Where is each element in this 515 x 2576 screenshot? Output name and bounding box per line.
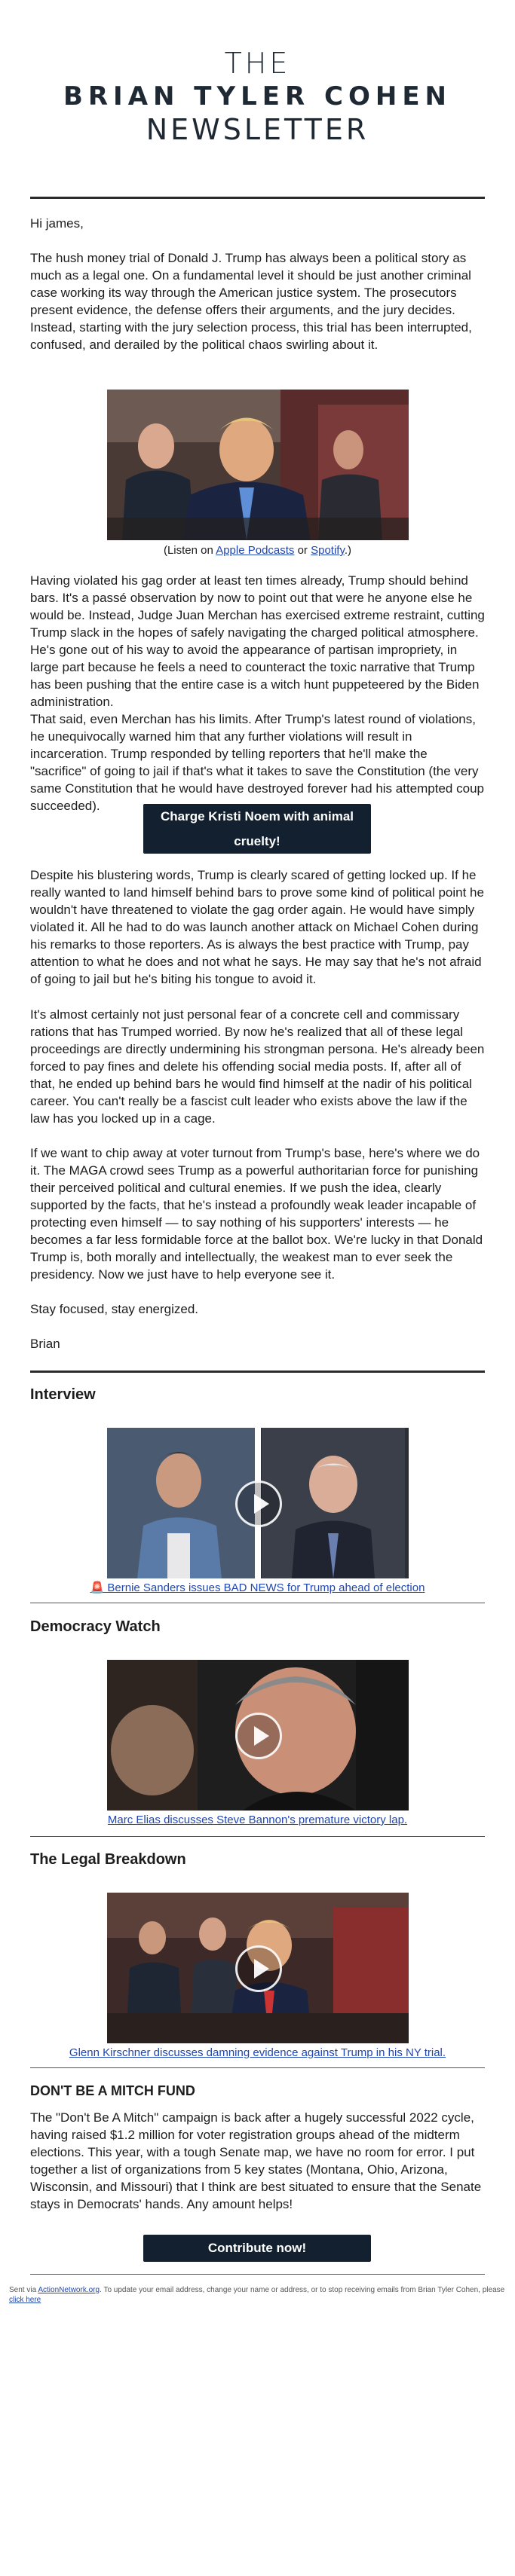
contribute-button[interactable]: Contribute now! [143, 2235, 371, 2262]
divider-interview [30, 1371, 485, 1373]
democracy-caption [30, 1813, 485, 1828]
charge-noem-line1: Charge Kristi Noem with animal [161, 809, 354, 824]
interview-caption [30, 1581, 485, 1596]
legal-video-thumbnail[interactable] [107, 1893, 409, 2043]
interview-video-link[interactable]: 🚨 Bernie Sanders issues BAD NEWS for Trump ahead of election [90, 1581, 425, 1594]
actionnetwork-link[interactable]: ActionNetwork.org [38, 2286, 100, 2294]
divider-mitch [30, 2067, 485, 2068]
mitch-fund-body: The "Don't Be A Mitch" campaign is back after a hugely successful 2022 cycle, having raised $1.2 million for voter registration groups ahead of the midterm elections. This year, with a tough Senate map, we have no room for error. I put together a list of organizations from 5 key states (Montana, Ohio, Arizona, Wisconsin, and Missouri) that I think are best situated to ensure that the Senate stays in Democrats' hands. Any amount helps! [30, 2110, 482, 2211]
spotify-link[interactable]: Spotify [311, 544, 345, 557]
apple-podcasts-link[interactable]: Apple Podcasts [216, 544, 295, 557]
paragraph-gag-order: Having violated his gag order at least ten times already, Trump should behind bars. It's a passé observation by now to point out that were he anyone else he would be. Instead, Judge Juan Merchan has exercised extreme restraint, cutting Trump slack in the hopes of safely navigating the charged political atmosphere. He's gone out of his way to avoid the appearance of partisan impropriety, in large part because he feels a need to counteract the toxic narrative that Trump has been pushing that the entire case is a witch hunt puppeteered by the Biden administration. [30, 573, 485, 709]
footer-text [9, 2285, 507, 2305]
interview-heading: Interview [30, 1386, 96, 1403]
masthead-name: BRIAN TYLER COHEN [63, 81, 452, 112]
masthead-the: THE [224, 47, 291, 80]
interview-video-thumbnail[interactable] [107, 1428, 409, 1578]
paragraph-turnout: If we want to chip away at voter turnout from Trump's base, here's where we do it. The MAGA crowd sees Trump as a powerful authoritarian force for punishing their perceived political and cultural enemies. If we push the idea, clearly supported by the facts, that he's instead a profoundly weak leader incapable of protecting even himself — to say nothing of his supporters' interests — he becomes a far less formidable force at the ballot box. We're lucky in that Donald Trump is, both morally and intellectually, the weakest man to ever seek the presidency. Now we just have to help everyone see it. [30, 1146, 483, 1282]
trial-photo[interactable] [107, 390, 409, 540]
top-divider [30, 197, 485, 199]
legal-caption [30, 2046, 485, 2061]
divider-legal [30, 1836, 485, 1837]
divider-footer [30, 2274, 485, 2275]
footer-body: . To update your email address, change your name or address, or to stop receiving emails from Brian Tyler Cohen, please [100, 2286, 505, 2294]
mitch-fund-heading: DON'T BE A MITCH FUND [30, 2083, 195, 2098]
intro-paragraph: The hush money trial of Donald J. Trump has always been a political story as much as a legal one. On a fundamental level it should be just another criminal case working its way through the American justice system. The prosecutors present evidence, the defense offers their arguments, and the jury decides. Instead, starting with the jury selection process, this trial has been interrupted, confused, and derailed by the political chaos swirling about it. [30, 251, 472, 352]
greeting: Hi james, [30, 216, 84, 231]
democracy-video-link[interactable]: Marc Elias discusses Steve Bannon's premature victory lap. [107, 1814, 408, 1826]
unsubscribe-link[interactable]: click here [9, 2296, 41, 2304]
legal-breakdown-heading: The Legal Breakdown [30, 1851, 186, 1868]
listen-or: or [294, 544, 311, 557]
listen-caption [30, 543, 485, 558]
democracy-video-thumbnail[interactable] [107, 1660, 409, 1811]
signature: Brian [30, 1337, 60, 1351]
paragraph-scared: Despite his blustering words, Trump is clearly scared of getting locked up. If he really wanted to land himself behind bars to prove some kind of political point he wouldn't have threatened to violate the gag order again. He would have simply violated it. All he had to do was launch another attack on Michael Cohen during his remarks to those reporters. As is always the best practice with Trump, pay attention to what he does and not what he says. He may say that he's not afraid of going to jail but he's biting his tongue to avoid it. [30, 868, 484, 986]
paragraph-strongman: It's almost certainly not just personal fear of a concrete cell and commissary rations that has Trumped worried. By now he's realized that all of these legal proceedings are directly undermining his strongman persona. He's already been forced to pay fines and delete his offending social media posts. If, after all of that, he ended up behind bars he would find himself at the nadir of his political career. You can't really be a fascist cult leader who exists above the law if the law has you locked up in a cage. [30, 1007, 485, 1126]
masthead-newsletter: NEWSLETTER [146, 113, 369, 146]
newsletter-masthead [0, 0, 515, 167]
charge-noem-line2: cruelty! [234, 834, 280, 848]
play-icon[interactable] [235, 1481, 282, 1527]
signoff: Stay focused, stay energized. [30, 1302, 199, 1316]
footer-sent-via: Sent via [9, 2286, 38, 2294]
play-icon[interactable] [235, 1713, 282, 1759]
listen-suffix: .) [344, 544, 352, 557]
listen-prefix: (Listen on [163, 544, 216, 557]
paragraph-merchan-limits: That said, even Merchan has his limits. After Trump's latest round of violations, he unequivocally warned him that any further violations will result in incarceration. Trump responded by telling reporters that he'll make the "sacrifice" of going to jail if that's what it takes to save the Constitution (the very same Constitution that he would have destroyed forever had his attempted coup succeeded). [30, 712, 484, 813]
democracy-watch-heading: Democracy Watch [30, 1618, 161, 1635]
charge-noem-button[interactable] [143, 804, 371, 854]
legal-video-link[interactable]: Glenn Kirschner discusses damning evidence against Trump in his NY trial. [69, 2046, 446, 2059]
play-icon[interactable] [235, 1945, 282, 1992]
